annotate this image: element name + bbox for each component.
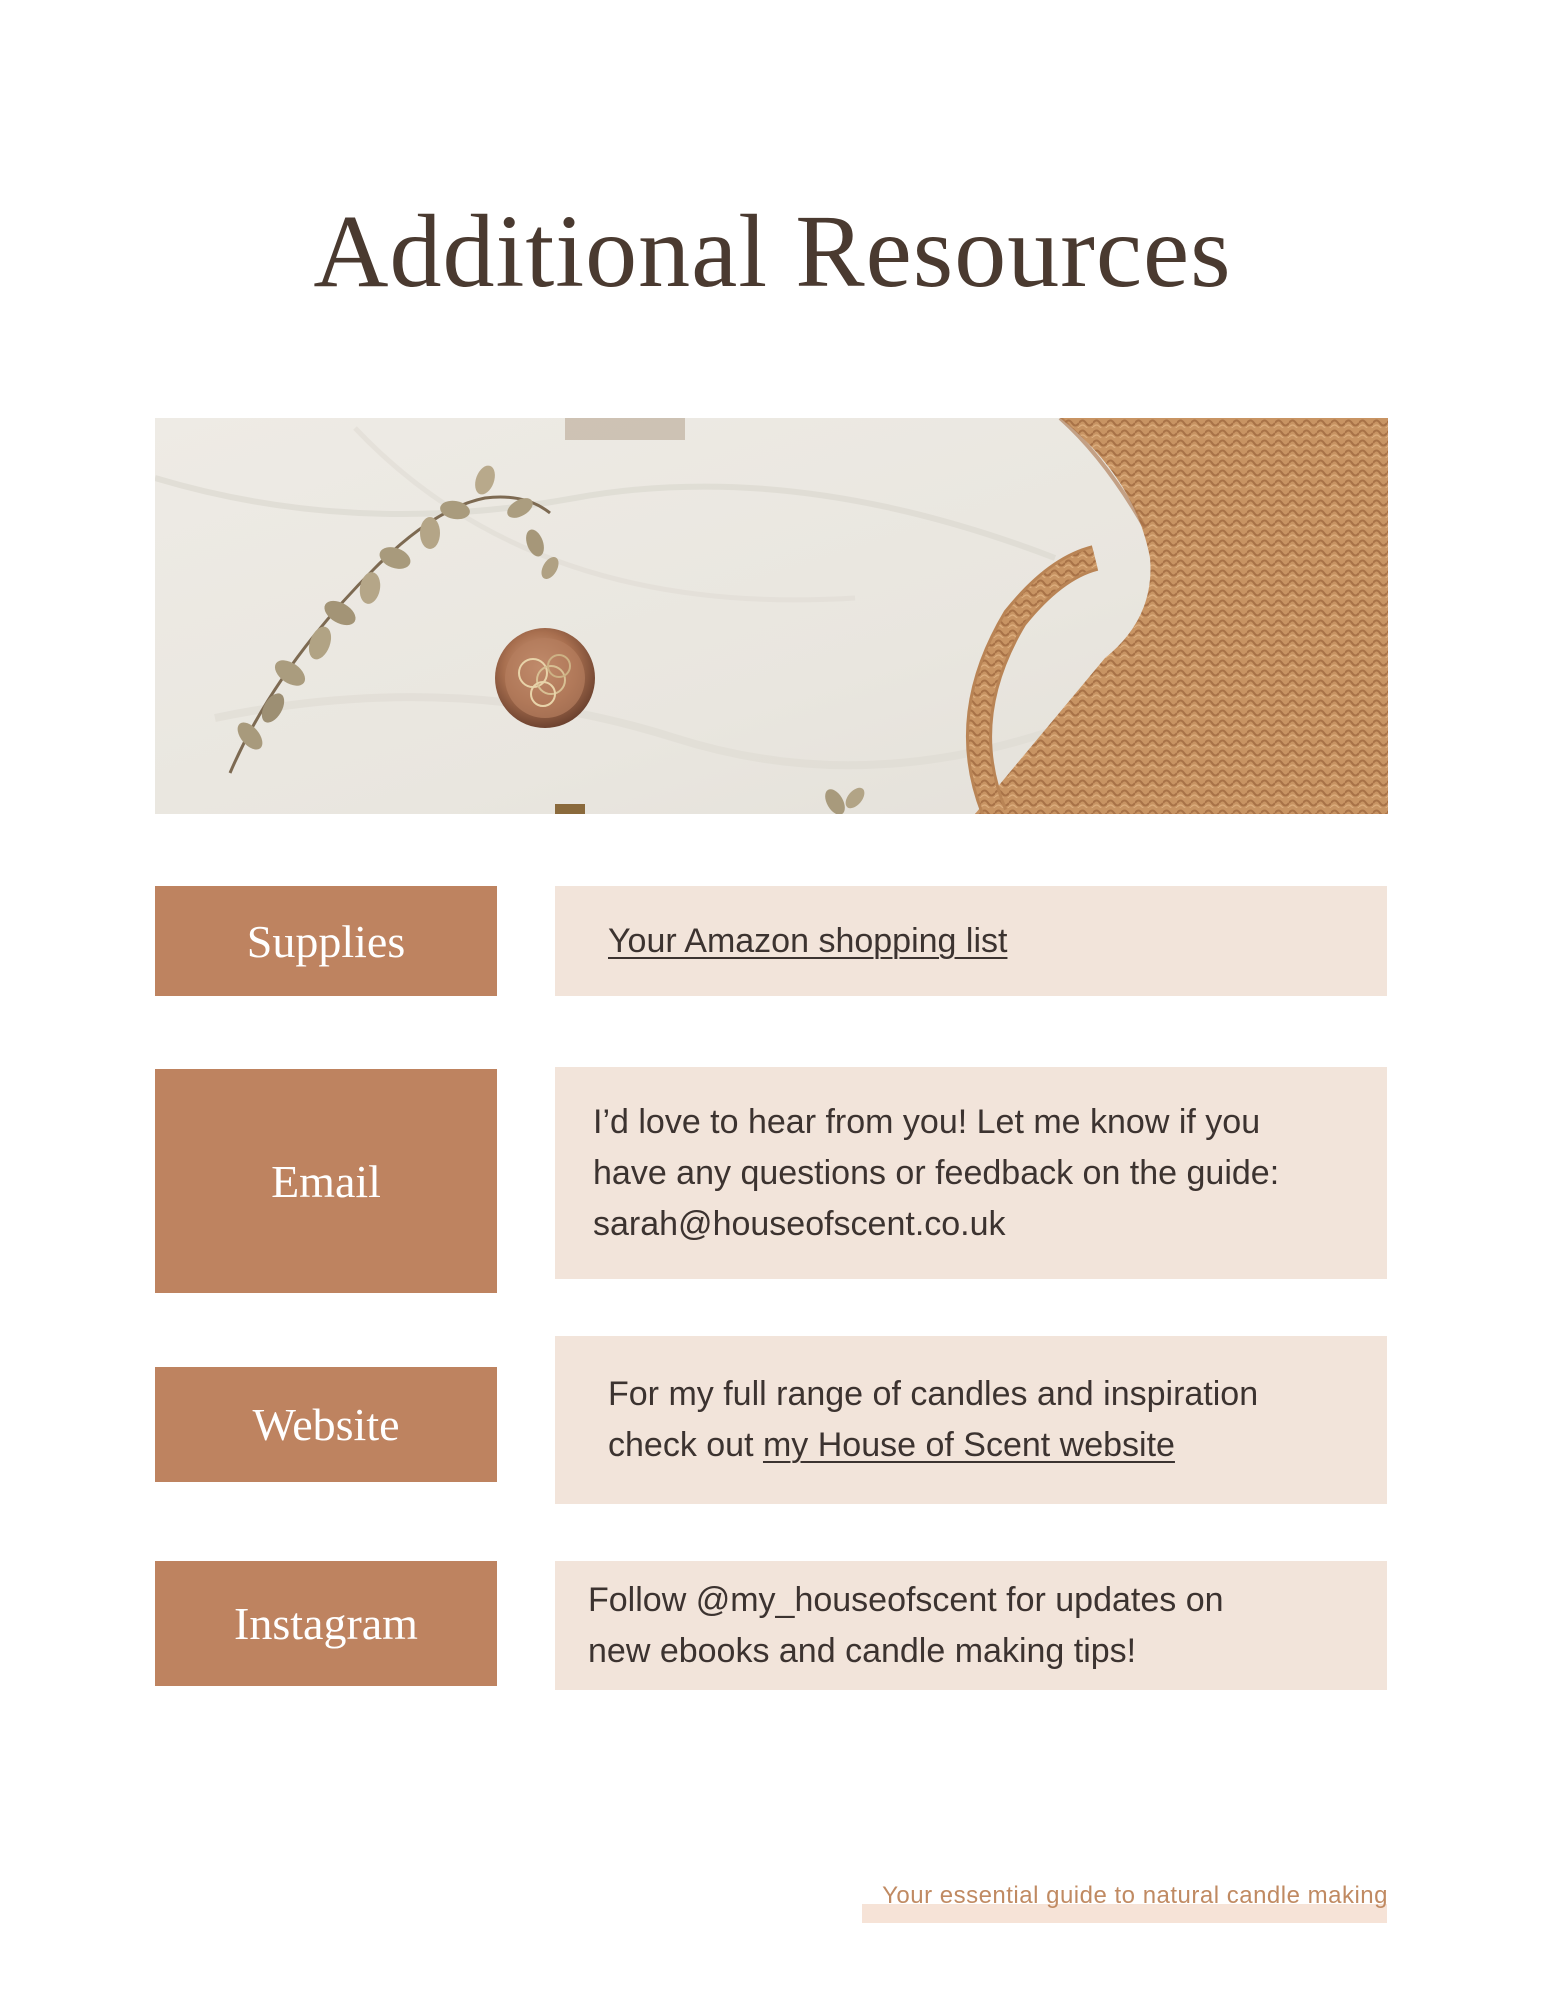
website-label-box xyxy=(155,1367,497,1482)
hero-illustration xyxy=(155,418,1388,814)
email-content-box xyxy=(555,1067,1387,1279)
hero-image xyxy=(155,418,1388,814)
email-line-1: I’d love to hear from you! Let me know if you xyxy=(593,1102,1261,1141)
website-line-2-prefix: check out xyxy=(608,1426,763,1464)
email-label-box xyxy=(155,1069,497,1293)
email-address[interactable]: sarah@houseofscent.co.uk xyxy=(593,1204,1006,1243)
email-label: Email xyxy=(271,1155,381,1207)
supplies-label-box xyxy=(155,886,497,996)
instagram-content-box xyxy=(555,1561,1387,1690)
supplies-content-box xyxy=(555,886,1387,996)
copper-dish xyxy=(495,628,595,728)
amazon-shopping-list-link[interactable]: Your Amazon shopping list xyxy=(608,921,1008,960)
instagram-line-1: Follow @my_houseofscent for updates on xyxy=(588,1580,1224,1619)
website-text xyxy=(608,1369,1258,1471)
website-content-box xyxy=(555,1336,1387,1504)
website-label: Website xyxy=(252,1399,400,1450)
footer-tagline: Your essential guide to natural candle making xyxy=(882,1882,1388,1909)
instagram-line-2: new ebooks and candle making tips! xyxy=(588,1631,1137,1670)
page-title: Additional Resources xyxy=(313,194,1232,309)
instagram-text xyxy=(588,1575,1224,1677)
email-line-2: have any questions or feedback on the guide: xyxy=(593,1153,1280,1192)
house-of-scent-website-link[interactable]: my House of Scent website xyxy=(762,1426,1175,1464)
instagram-label-box xyxy=(155,1561,497,1686)
email-text xyxy=(593,1097,1279,1250)
website-line-2 xyxy=(608,1420,1258,1471)
instagram-label: Instagram xyxy=(234,1598,418,1649)
supplies-label: Supplies xyxy=(246,915,406,967)
website-line-1: For my full range of candles and inspiration xyxy=(608,1375,1259,1413)
